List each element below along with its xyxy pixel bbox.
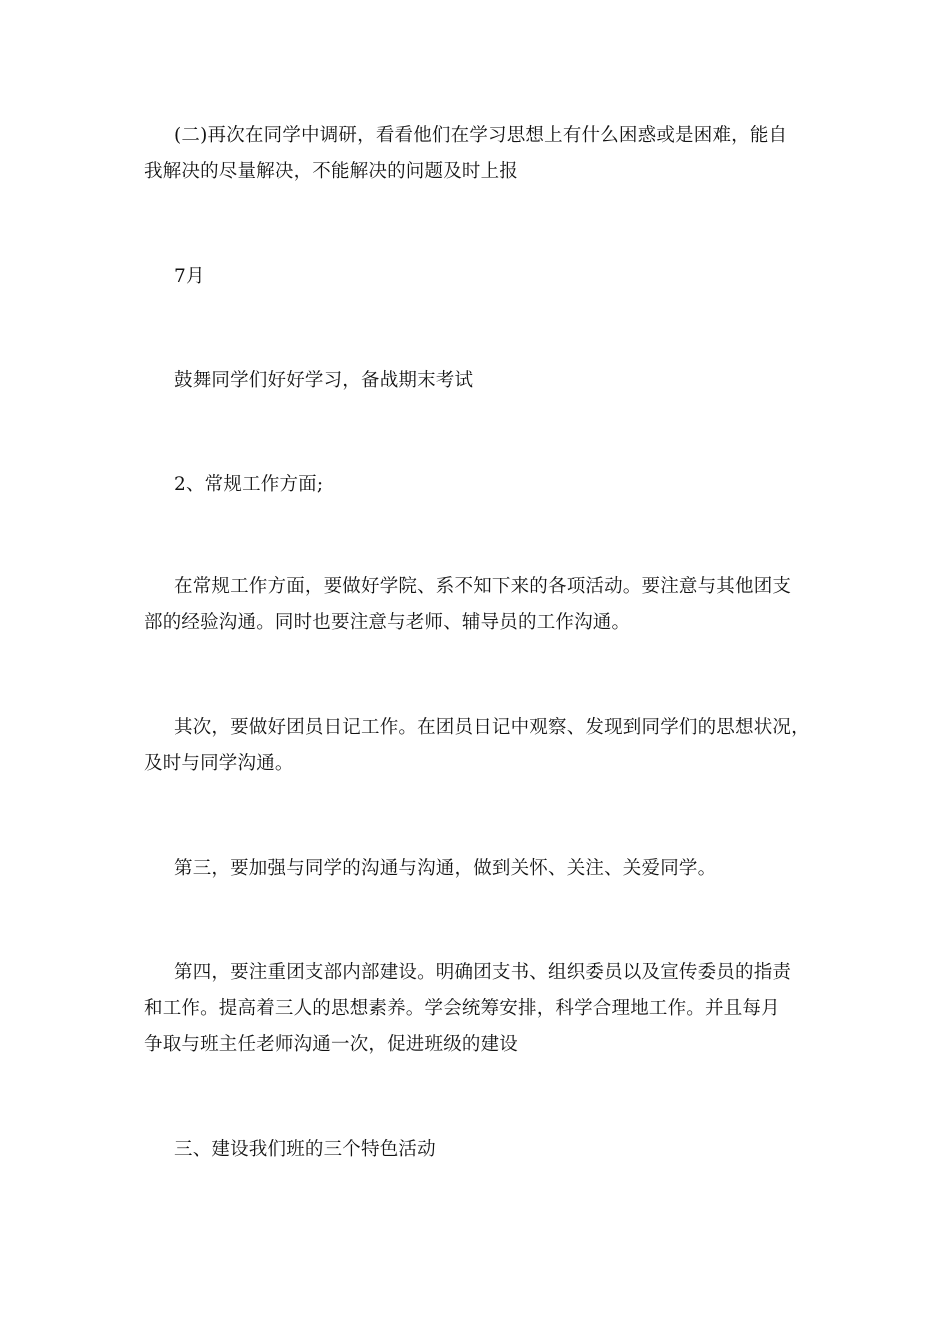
paragraph-research [144, 118, 816, 190]
text-line: 争取与班主任老师沟通一次，促进班级的建设 [144, 1034, 519, 1055]
paragraph-month-heading [144, 259, 816, 295]
text-line: 鼓舞同学们好好学习，备战期末考试 [174, 370, 474, 391]
text-line: 部的经验沟通。同时也要注意与老师、辅导员的工作沟通。 [144, 612, 631, 633]
section-heading-special-activities [144, 1132, 816, 1168]
paragraph-communication [144, 851, 816, 887]
text-line: 其次，要做好团员日记工作。在团员日记中观察、发现到同学们的思想状况， [174, 717, 810, 738]
text-line: 第三，要加强与同学的沟通与沟通，做到关怀、关注、关爱同学。 [174, 858, 717, 879]
paragraph-branch-building [144, 955, 816, 1063]
paragraph-study-encouragement [144, 363, 816, 399]
text-line: 和工作。提高着三人的思想素养。学会统筹安排，科学合理地工作。并且每月 [144, 998, 780, 1019]
text-line: 7月 [174, 266, 205, 287]
text-line: 我解决的尽量解决，不能解决的问题及时上报 [144, 161, 519, 182]
text-line: 2、常规工作方面; [174, 474, 324, 495]
text-line: 在常规工作方面，要做好学院、系不知下来的各项活动。要注意与其他团支 [174, 576, 792, 597]
section-heading-routine-work [144, 467, 816, 503]
text-line: 第四，要注重团支部内部建设。明确团支书、组织委员以及宣传委员的指责 [174, 962, 792, 983]
text-line: 及时与同学沟通。 [144, 753, 294, 774]
text-line: (二)再次在同学中调研，看看他们在学习思想上有什么困惑或是困难，能自 [174, 125, 788, 146]
paragraph-diary-work [144, 710, 816, 782]
paragraph-routine-work [144, 569, 816, 641]
text-line: 三、建设我们班的三个特色活动 [174, 1139, 436, 1160]
